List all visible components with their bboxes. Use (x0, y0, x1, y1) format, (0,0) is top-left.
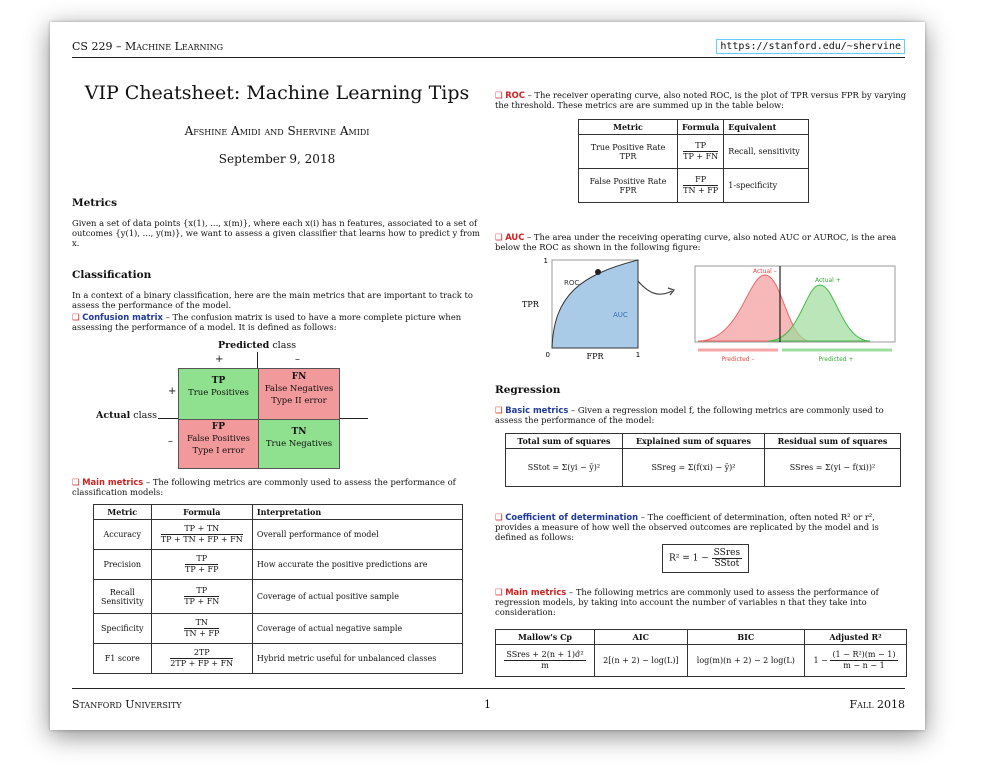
formula-cell: SStot = Σ(yi − ȳ)² (506, 449, 623, 487)
formula-num: 2TP (170, 648, 233, 659)
metric-cell: Accuracy (94, 520, 152, 550)
metric-line2: Sensitivity (100, 596, 144, 606)
cp-num: SSres + 2(n + 1)σ̂² (506, 650, 584, 659)
header-url-link[interactable]: https://stanford.edu/~shervine (716, 39, 905, 54)
equiv-cell: Recall, sensitivity (724, 135, 809, 169)
header-rule (72, 57, 905, 58)
bullet-icon: ❑ (495, 232, 503, 242)
axis-one-y: 1 (543, 257, 548, 265)
col-formula: Formula (151, 505, 252, 520)
predicted-label (218, 340, 296, 351)
row-minus: – (168, 436, 173, 447)
main-metrics-text: – The following metrics are commonly used to assess the performance of classification models: (72, 477, 456, 497)
main-metrics-paragraph (72, 477, 484, 497)
formula-num: TP (185, 554, 218, 565)
confusion-text: – The confusion matrix is used to have a more complete picture when assessing the performance of a model. It is defined as follows: (72, 312, 462, 332)
classification-metrics-table (93, 504, 463, 674)
cell-true-positive (178, 368, 259, 420)
metric-line1: False Positive Rate (589, 176, 667, 186)
main-metrics-label: Main metrics (82, 477, 144, 487)
metric-line2: TPR (619, 151, 637, 161)
formula-cell (151, 550, 252, 580)
actual-negative-label: Actual – (753, 268, 777, 275)
regression-main-paragraph (495, 587, 907, 617)
axis-tpr-label: TPR (522, 300, 539, 309)
interp-cell: Overall performance of model (252, 520, 462, 550)
auc-area-label: AUC (613, 311, 628, 319)
metric-cell: Precision (94, 550, 152, 580)
date: September 9, 2018 (218, 152, 336, 166)
authors: Afshine Amidi and Shervine Amidi (184, 124, 370, 138)
col-bic: BIC (687, 630, 804, 645)
formula-cell (151, 580, 252, 614)
row-plus: + (168, 386, 177, 397)
classification-text: In a context of a binary classification, here are the main metrics that are important to track to assess the performance of the model. (72, 290, 473, 310)
tp-abbr: TP (211, 376, 226, 386)
cell-false-negative (258, 368, 340, 420)
actual-positive-label: Actual + (815, 277, 841, 284)
bullet-icon: ❑ (495, 90, 503, 100)
classification-heading: Classification (72, 269, 152, 281)
formula-cell (151, 614, 252, 644)
formula-cell (678, 135, 724, 169)
table-row (579, 135, 809, 169)
table-row (94, 520, 463, 550)
cp-den: m (541, 661, 549, 670)
col-aic: AIC (595, 630, 688, 645)
coef-paragraph (495, 512, 907, 542)
roc-curve-label: ROC (564, 279, 580, 287)
formula-den: TP + TN + FP + FN (160, 535, 243, 544)
axis-zero: 0 (545, 351, 550, 359)
cell-true-negative (258, 419, 340, 469)
table-row (496, 645, 907, 677)
confusion-paragraph (72, 312, 484, 332)
fp-name: False Positives (186, 434, 251, 444)
basic-metrics-text: – Given a regression model f, the following metrics are commonly used to assess the performance of the model: (495, 405, 884, 425)
formula-cell (151, 644, 252, 674)
col-total-ss: Total sum of squares (506, 434, 623, 449)
auc-area (552, 260, 638, 348)
metrics-text: Given a set of data points {x(1), ..., x(m)}, where each x(i) has n features, associated to a set of outcomes {y(1), ..., y(m)}, we want to assess a given classifier that learns how to predict y from x. (72, 218, 480, 248)
formula-cell: SSres = Σ(yi − f(xi))² (764, 449, 900, 487)
table-row (94, 644, 463, 674)
footer-rule (72, 688, 905, 689)
adj-r2-cell (805, 645, 907, 677)
r2-num: SSres (713, 548, 741, 558)
basic-metrics-paragraph (495, 405, 907, 425)
roc-table (578, 119, 809, 203)
col-residual-ss: Residual sum of squares (764, 434, 900, 449)
formula-den: TP + FN (184, 597, 220, 606)
fp-extra: Type I error (192, 446, 245, 456)
formula-den: TN + FP (184, 629, 220, 638)
formula-den: TN + FP (683, 186, 719, 195)
col-interpretation: Interpretation (252, 505, 462, 520)
predicted-negative-label: Predicted – (721, 356, 755, 363)
table-row (579, 169, 809, 203)
formula-num: TP (683, 141, 718, 152)
fn-abbr: FN (291, 372, 307, 382)
r2-den: SStot (714, 559, 740, 569)
basic-metrics-label: Basic metrics (505, 405, 569, 415)
bullet-icon: ❑ (72, 477, 80, 487)
axis-fpr-label: FPR (586, 352, 604, 361)
actual-label (96, 410, 157, 421)
col-metric: Metric (579, 120, 678, 135)
col-mallows-cp: Mallow's Cp (496, 630, 595, 645)
bullet-icon: ❑ (72, 312, 80, 322)
metric-line2: FPR (619, 185, 637, 195)
col-formula: Formula (678, 120, 724, 135)
interp-cell: How accurate the positive predictions are (252, 550, 462, 580)
auc-label: AUC (505, 232, 525, 242)
roc-text: – The receiver operating curve, also noted ROC, is the plot of TPR versus FPR by varying the threshold. These metrics are are summed up in the table below: (495, 90, 907, 110)
bic-cell: log(m)(n + 2) − 2 log(L) (687, 645, 804, 677)
page-number: 1 (484, 698, 491, 711)
table-row (94, 550, 463, 580)
regression-main-label: Main metrics (505, 587, 567, 597)
document-page (50, 22, 925, 730)
col-equivalent: Equivalent (724, 120, 809, 135)
aic-cell: 2[(n + 2) − log(L)] (595, 645, 688, 677)
formula-cell (151, 520, 252, 550)
bullet-icon: ❑ (495, 587, 503, 597)
formula-num: TN (184, 618, 219, 629)
arrow-connector (638, 281, 672, 294)
col-metric: Metric (94, 505, 152, 520)
interp-cell: Hybrid metric useful for unbalanced classes (252, 644, 462, 674)
metric-line1: True Positive Rate (590, 142, 666, 152)
table-row (94, 614, 463, 644)
adj-num: (1 − R²)(m − 1) (832, 650, 896, 659)
roc-threshold-point (595, 269, 601, 275)
fn-extra: Type II error (271, 396, 327, 406)
roc-auc-figure (520, 255, 900, 365)
auc-paragraph (495, 232, 907, 252)
col-adjusted-r2: Adjusted R² (805, 630, 907, 645)
regression-heading: Regression (495, 384, 561, 396)
metric-cell (94, 580, 152, 614)
formula-cell: SSreg = Σ(f(xi) − ȳ)² (622, 449, 764, 487)
r2-lhs: R² = 1 − (669, 553, 709, 564)
coef-text: – The coefficient of determination, often noted R² or r², provides a measure of how well the observed outcomes are replicated by the model and is defined as follows: (495, 512, 879, 542)
interp-cell: Coverage of actual positive sample (252, 580, 462, 614)
interp-cell: Coverage of actual negative sample (252, 614, 462, 644)
actual-class-word: class (133, 410, 158, 421)
predicted-positive-label: Predicted + (818, 356, 854, 363)
tn-abbr: TN (291, 427, 307, 437)
formula-den: 2TP + FP + FN (170, 659, 234, 668)
metrics-heading: Metrics (72, 197, 117, 209)
adj-lhs: 1 − (813, 656, 828, 665)
page-title: VIP Cheatsheet: Machine Learning Tips (84, 82, 470, 104)
formula-num: TP (184, 586, 219, 597)
axis-one-x: 1 (635, 351, 641, 359)
bullet-icon: ❑ (495, 405, 503, 415)
formula-num: TP + TN (161, 524, 243, 535)
col-explained-ss: Explained sum of squares (622, 434, 764, 449)
cell-false-positive (178, 419, 259, 469)
confusion-label: Confusion matrix (82, 312, 163, 322)
regression-metrics-table (495, 629, 907, 677)
tn-name: True Negatives (265, 439, 333, 449)
metric-cell: Specificity (94, 614, 152, 644)
footer-term: Fall 2018 (849, 698, 905, 711)
metric-line1: Recall (109, 587, 135, 597)
actual-word: Actual (96, 410, 131, 421)
metric-cell: F1 score (94, 644, 152, 674)
formula-den: TP + FP (185, 565, 219, 574)
roc-paragraph (495, 90, 907, 110)
cp-cell (496, 645, 595, 677)
sum-of-squares-table (505, 433, 901, 487)
predicted-word: Predicted (218, 340, 270, 351)
course-header: CS 229 – Machine Learning (72, 40, 224, 53)
metric-cell (579, 135, 678, 169)
auc-text: – The area under the receiving operating curve, also noted AUC or AUROC, is the area below the ROC as shown in the following figure: (495, 232, 897, 252)
equiv-cell: 1-specificity (724, 169, 809, 203)
r2-formula-box (662, 544, 749, 573)
adj-den: m − n − 1 (843, 661, 885, 670)
formula-num: FP (683, 175, 718, 186)
bullet-icon: ❑ (495, 512, 503, 522)
metric-cell (579, 169, 678, 203)
fp-abbr: FP (211, 422, 226, 432)
col-minus: – (295, 354, 300, 365)
predicted-class-word: class (272, 340, 297, 351)
table-row (506, 449, 901, 487)
fn-name: False Negatives (264, 384, 334, 394)
tp-name: True Positives (188, 388, 249, 398)
col-plus: + (215, 354, 224, 365)
regression-main-text: – The following metrics are commonly used to assess the performance of regression models, by taking into account the number of variables n that they take into consideration: (495, 587, 879, 617)
table-row (94, 580, 463, 614)
roc-label: ROC (505, 90, 525, 100)
formula-cell (678, 169, 724, 203)
formula-den: TP + FN (683, 152, 719, 161)
footer-university: Stanford University (72, 698, 182, 711)
coef-label: Coefficient of determination (505, 512, 639, 522)
